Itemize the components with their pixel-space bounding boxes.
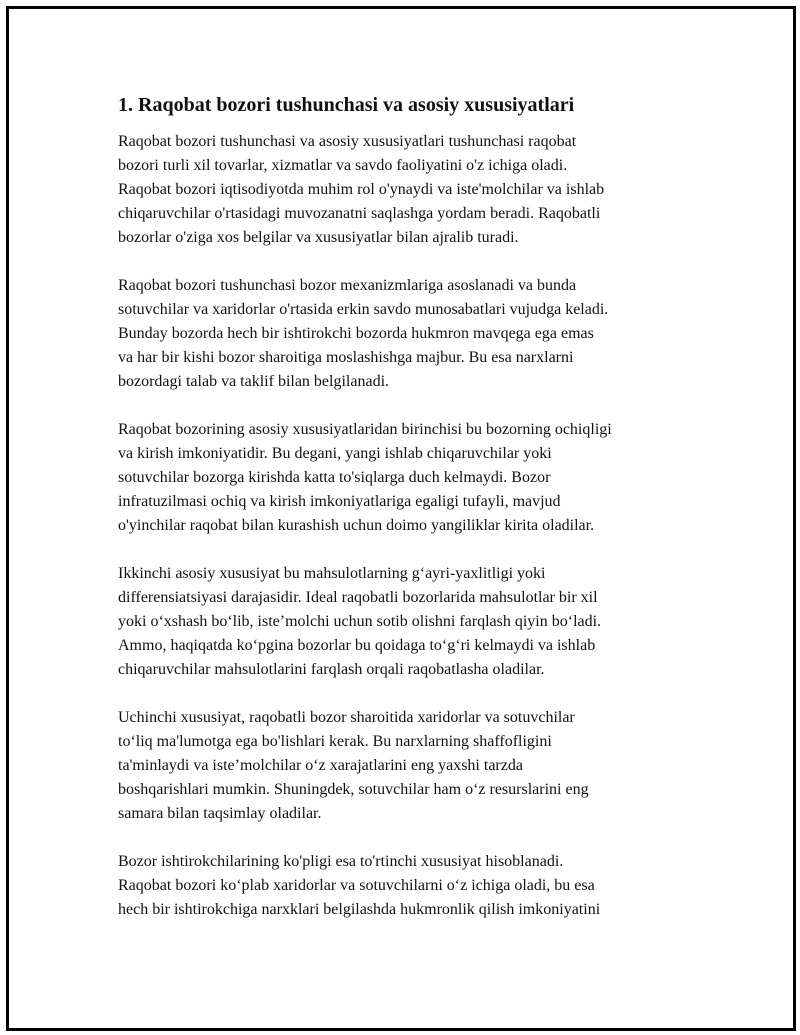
text-line: va kirish imkoniyatidir. Bu degani, yangi ishlab chiqaruvchilar yoki — [118, 445, 552, 462]
text-line: boshqarishlari mumkin. Shuningdek, sotuvchilar ham o‘z resurslarini eng — [118, 781, 589, 798]
text-line: o'yinchilar raqobat bilan kurashish uchun doimo yangiliklar kirita oladilar. — [118, 517, 595, 534]
text-line: Uchinchi xususiyat, raqobatli bozor sharoitida xaridorlar va sotuvchilar — [118, 709, 575, 726]
text-line: chiqaruvchilar mahsulotlarini farqlash orqali raqobatlasha oladilar. — [118, 661, 545, 678]
text-line: sotuvchilar bozorga kirishda katta to'siqlarga duch kelmaydi. Bozor — [118, 469, 551, 486]
paragraph-6 — [118, 850, 698, 922]
text-line: bozorlar o'ziga xos belgilar va xususiyatlar bilan ajralib turadi. — [118, 229, 519, 246]
text-line: Bozor ishtirokchilarining ko'pligi esa to'rtinchi xususiyat hisoblanadi. — [118, 853, 564, 870]
text-line: Ammo, haqiqatda ko‘pgina bozorlar bu qoidaga to‘g‘ri kelmaydi va ishlab — [118, 637, 596, 654]
paragraph-2 — [118, 274, 698, 394]
text-line: to‘liq ma'lumotga ega bo'lishlari kerak. Bu narxlarning shaffofligini — [118, 733, 552, 750]
text-line: Raqobat bozori tushunchasi bozor mexanizmlariga asoslanadi va bunda — [118, 277, 577, 294]
paragraph-1 — [118, 130, 698, 250]
text-line: Raqobat bozori tushunchasi va asosiy xususiyatlari tushunchasi raqobat — [118, 133, 577, 150]
text-line: samara bilan taqsimlay oladilar. — [118, 805, 322, 822]
text-line: yoki o‘xshash bo‘lib, iste’molchi uchun sotib olishni farqlash qiyin bo‘ladi. — [118, 613, 602, 630]
text-line: ta'minlaydi va iste’molchilar o‘z xarajatlarini eng yaxshi tarzda — [118, 757, 523, 774]
text-line: Bunday bozorda hech bir ishtirokchi bozorda hukmron mavqega ega emas — [118, 325, 594, 342]
paragraph-5 — [118, 706, 698, 826]
text-line: sotuvchilar va xaridorlar o'rtasida erkin savdo munosabatlari vujudga keladi. — [118, 301, 609, 318]
text-line: Raqobat bozorining asosiy xususiyatlaridan birinchisi bu bozorning ochiqligi — [118, 421, 612, 438]
text-line: Ikkinchi asosiy xususiyat bu mahsulotlarning g‘ayri-yaxlitligi yoki — [118, 565, 546, 582]
text-line: bozordagi talab va taklif bilan belgilanadi. — [118, 373, 390, 390]
document-body — [118, 92, 698, 946]
section-heading: 1. Raqobat bozori tushunchasi va asosiy xususiyatlari — [118, 94, 575, 116]
text-line: chiqaruvchilar o'rtasidagi muvozanatni saqlashga yordam beradi. Raqobatli — [118, 205, 601, 222]
text-line: bozori turli xil tovarlar, xizmatlar va savdo faoliyatini o'z ichiga oladi. — [118, 157, 568, 174]
text-line: infratuzilmasi ochiq va kirish imkoniyatlariga egaligi tufayli, mavjud — [118, 493, 561, 510]
paragraph-3 — [118, 418, 698, 538]
text-line: Raqobat bozori ko‘plab xaridorlar va sotuvchilarni o‘z ichiga oladi, bu esa — [118, 877, 595, 894]
text-line: Raqobat bozori iqtisodiyotda muhim rol o'ynaydi va iste'molchilar va ishlab — [118, 181, 605, 198]
text-line: va har bir kishi bozor sharoitiga moslashishga majbur. Bu esa narxlarni — [118, 349, 574, 366]
text-line: differensiatsiyasi darajasidir. Ideal raqobatli bozorlarida mahsulotlar bir xil — [118, 589, 598, 606]
paragraph-4 — [118, 562, 698, 682]
text-line: hech bir ishtirokchiga narxklari belgilashda hukmronlik qilish imkoniyatini — [118, 901, 601, 918]
